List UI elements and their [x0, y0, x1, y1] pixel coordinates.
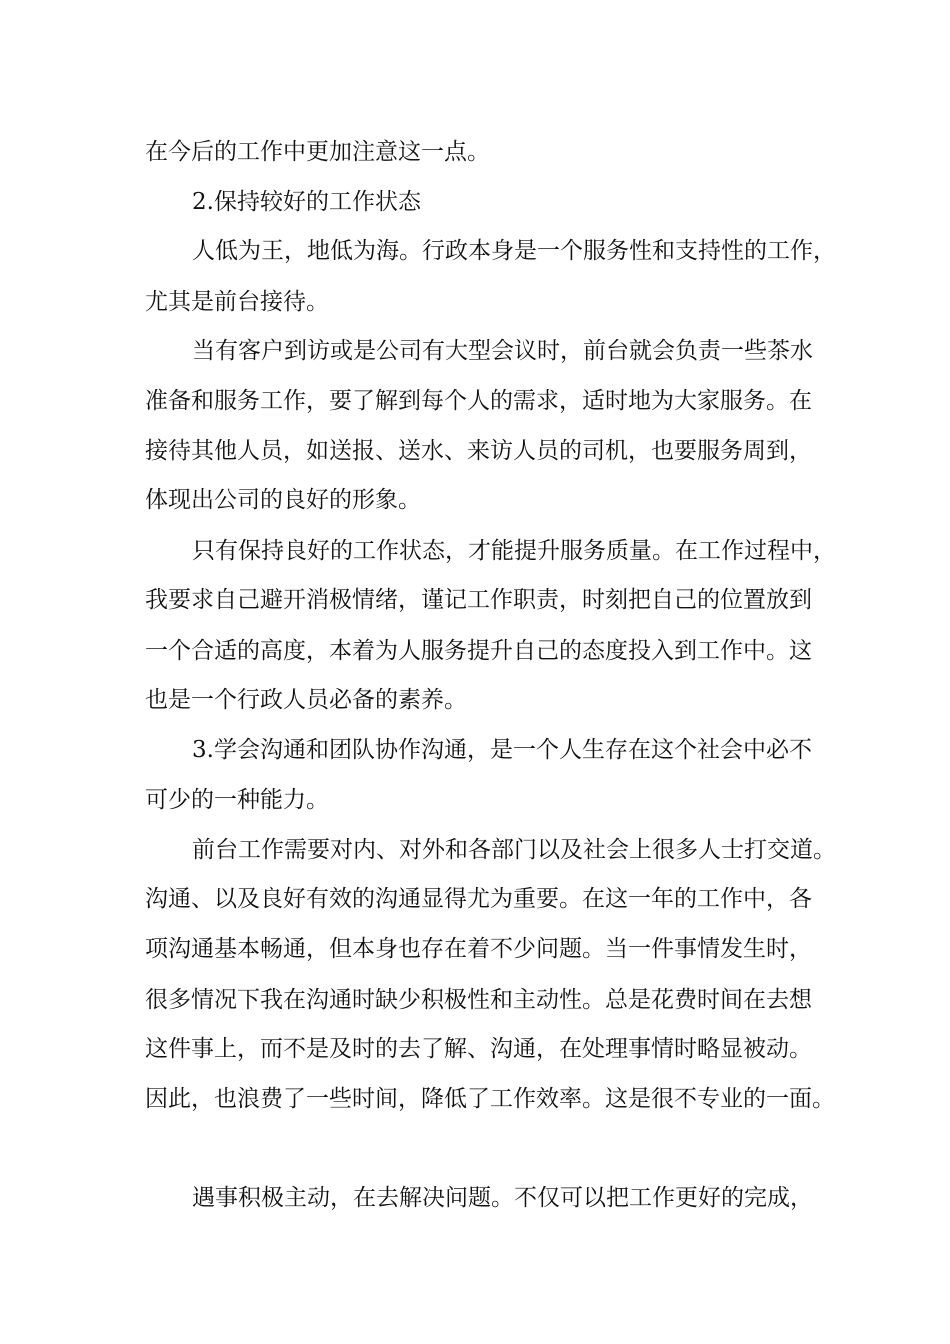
text-line: 人低为王，地低为海。行政本身是一个服务性和支持性的工作， — [192, 238, 836, 264]
text-line: 这件事上，而不是及时的去了解、沟通，在处理事情时略显被动。 — [145, 1036, 812, 1062]
text-line: 一个合适的高度，本着为人服务提升自己的态度投入到工作中。这 — [145, 638, 812, 664]
text-line: 因此，也浪费了一些时间，降低了工作效率。这是很不专业的一面。 — [145, 1086, 835, 1112]
text-line: 我要求自己避开消极情绪，谨记工作职责，时刻把自己的位置放到 — [145, 587, 812, 613]
text-line: 也是一个行政人员必备的素养。 — [145, 687, 467, 713]
text-line: 只有保持良好的工作状态，才能提升服务质量。在工作过程中， — [192, 538, 836, 564]
text-line: 遇事积极主动，在去解决问题。不仅可以把工作更好的完成， — [192, 1185, 813, 1211]
text-line: 很多情况下我在沟通时缺少积极性和主动性。总是花费时间在去想 — [145, 987, 812, 1013]
section-heading: 3.学会沟通和团队协作沟通，是一个人生存在这个社会中必不 — [192, 737, 812, 763]
section-heading: 2.保持较好的工作状态 — [192, 189, 421, 215]
text-line: 可少的一种能力。 — [145, 787, 329, 813]
text-line: 接待其他人员，如送报、送水、来访人员的司机，也要服务周到， — [145, 438, 812, 464]
text-line: 体现出公司的良好的形象。 — [145, 487, 421, 513]
text-line: 沟通、以及良好有效的沟通显得尤为重要。在这一年的工作中，各 — [145, 886, 812, 912]
text-line: 项沟通基本畅通，但本身也存在着不少问题。当一件事情发生时， — [145, 936, 812, 962]
text-line: 当有客户到访或是公司有大型会议时，前台就会负责一些茶水 — [192, 338, 813, 364]
text-line: 前台工作需要对内、对外和各部门以及社会上很多人士打交道。 — [192, 837, 836, 863]
text-line: 在今后的工作中更加注意这一点。 — [145, 139, 490, 165]
text-line: 尤其是前台接待。 — [145, 289, 329, 315]
text-line: 准备和服务工作，要了解到每个人的需求，适时地为大家服务。在 — [145, 388, 812, 414]
